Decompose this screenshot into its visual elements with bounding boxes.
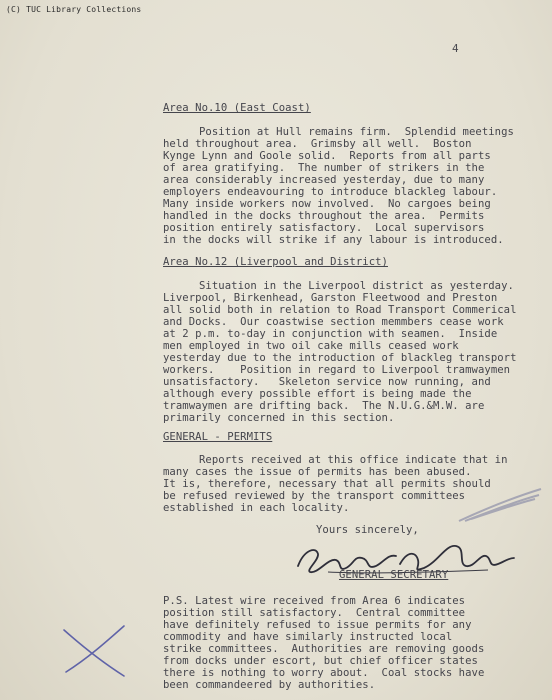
text-line: in the docks will strike if any labour is introduced.	[163, 234, 504, 246]
text-line: many cases the issue of permits has been abused.	[163, 466, 472, 478]
text-line: employers endeavouring to introduce blackleg labour.	[163, 186, 498, 198]
text-line: Reports received at this office indicate that in	[199, 454, 508, 466]
text-line: primarily concerned in this section.	[163, 412, 395, 424]
heading-general-permits: GENERAL - PERMITS	[163, 431, 273, 443]
text-line: handled in the docks throughout the area. Permits	[163, 210, 485, 222]
ps-line: P.S. Latest wire received from Area 6 indicates	[163, 595, 466, 607]
text-line: although every possible effort is being made the	[163, 388, 472, 400]
cross-mark	[58, 620, 130, 680]
text-line: all solid both in relation to Road Transport Commerical	[163, 304, 517, 316]
text-line: unsatisfactory. Skeleton service now running, and	[163, 376, 491, 388]
text-line: held throughout area. Grimsby all well. Boston	[163, 138, 472, 150]
closing: Yours sincerely,	[316, 524, 419, 536]
text-line: established in each locality.	[163, 502, 350, 514]
ps-line: strike committees. Authorities are removing goods	[163, 643, 485, 655]
text-line: of area gratifying. The number of strikers in the	[163, 162, 485, 174]
text-line: Liverpool, Birkenhead, Garston Fleetwood and Preston	[163, 292, 498, 304]
text-line: and Docks. Our coastwise section memmbers cease work	[163, 316, 504, 328]
page-number: 4	[452, 42, 459, 55]
ps-line: have definitely refused to issue permits for any	[163, 619, 472, 631]
text-line: area considerably increased yesterday, due to many	[163, 174, 485, 186]
ps-line: position still satisfactory. Central committee	[163, 607, 466, 619]
text-line: yesterday due to the introduction of blackleg transport	[163, 352, 517, 364]
pencil-mark	[455, 485, 545, 525]
ps-line: been commandeered by authorities.	[163, 679, 376, 691]
text-line: Situation in the Liverpool district as yesterday.	[199, 280, 514, 292]
text-line: position entirely satisfactory. Local supervisors	[163, 222, 485, 234]
text-line: men employed in two oil cake mills ceased work	[163, 340, 459, 352]
heading-area-10: Area No.10 (East Coast)	[163, 102, 311, 114]
heading-area-12: Area No.12 (Liverpool and District)	[163, 256, 388, 268]
ps-line: commodity and have similarly instructed local	[163, 631, 453, 643]
watermark: (C) TUC Library Collections	[6, 5, 142, 14]
text-line: Kynge Lynn and Goole solid. Reports from all parts	[163, 150, 491, 162]
text-line: at 2 p.m. to-day in conjunction with seamen. Inside	[163, 328, 498, 340]
text-line: Position at Hull remains firm. Splendid meetings	[199, 126, 514, 138]
text-line: workers. Position in regard to Liverpool tramwaymen	[163, 364, 511, 376]
text-line: It is, therefore, necessary that all permits should	[163, 478, 491, 490]
ps-line: from docks under escort, but chief officer states	[163, 655, 478, 667]
text-line: be refused reviewed by the transport committees	[163, 490, 466, 502]
signature-title: GENERAL SECRETARY	[339, 569, 449, 581]
ps-line: there is nothing to worry about. Coal stocks have	[163, 667, 485, 679]
text-line: tramwaymen are drifting back. The N.U.G.&M.W. are	[163, 400, 485, 412]
text-line: Many inside workers now involved. No cargoes being	[163, 198, 491, 210]
